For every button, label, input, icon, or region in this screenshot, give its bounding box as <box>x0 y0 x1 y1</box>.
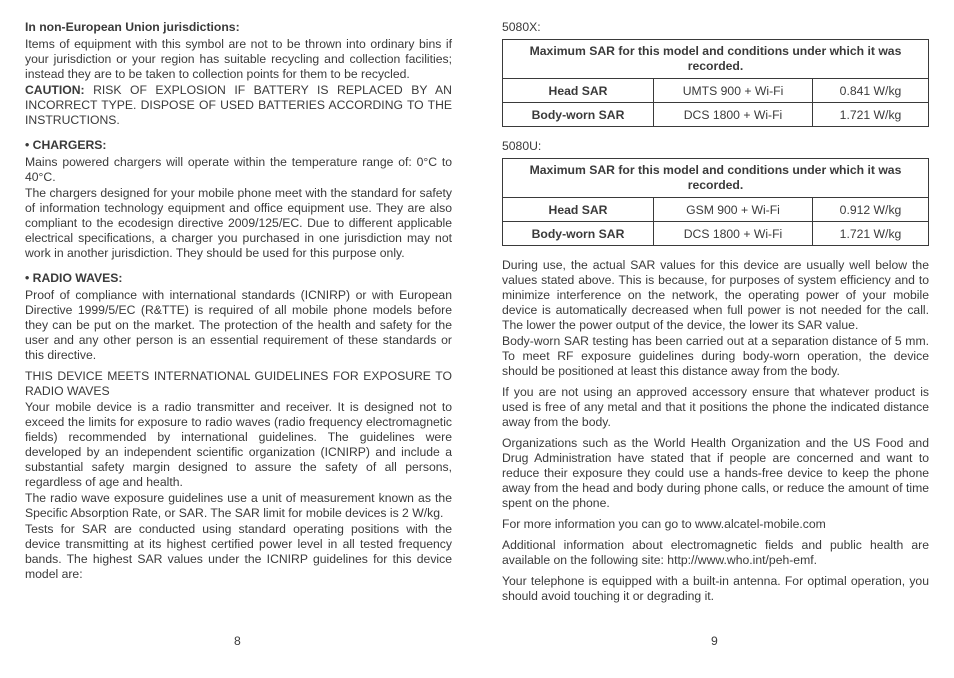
paragraph-accessory: If you are not using an approved accessory ensure that whatever product is used is free of any metal and that it positions the phone the indicated distance away from the body. <box>502 385 929 429</box>
paragraph-organizations: Organizations such as the World Health Organization and the US Food and Drug Administration have stated that if people are concerned and want to reduce their exposure they could use a hands-free device to keep the phone away from the head and body during phone calls, or reduce the amount of time spent on the phone. <box>502 436 929 510</box>
paragraph-radio-sar-limit: The radio wave exposure guidelines use a unit of measurement known as the Specific Absorption Rate, or SAR. The SAR limit for mobile devices is 2 W/kg. <box>25 491 452 520</box>
model-label-5080u: 5080U: <box>502 139 542 153</box>
sar-table-5080u <box>502 158 929 246</box>
paragraph-more-info: For more information you can go to www.alcatel-mobile.com <box>502 517 826 531</box>
row-condition: GSM 900 + Wi-Fi <box>654 198 813 222</box>
model-label-5080x: 5080X: <box>502 20 541 34</box>
row-value: 0.841 W/kg <box>813 79 929 103</box>
heading-chargers: • CHARGERS: <box>25 138 107 152</box>
page-number-left: 8 <box>234 634 241 648</box>
table-row <box>503 198 929 222</box>
caution-label: CAUTION: <box>25 83 85 97</box>
paragraph-radio-transmitter: Your mobile device is a radio transmitter and receiver. It is designed not to exceed the limits for exposure to radio waves (radio frequency electromagnetic fields) recommended by international guidelines. The guidelines were developed by an independent scientific organization (ICNIRP) and include a substantial safety margin designed to assure the safety of all persons, regardless of age and health. <box>25 400 452 489</box>
left-page <box>25 20 452 588</box>
paragraph-antenna: Your telephone is equipped with a built-in antenna. For optimal operation, you should avoid touching it or degrading it. <box>502 574 929 603</box>
sar-table-title: Maximum SAR for this model and conditions under which it was recorded. <box>503 159 929 198</box>
row-label: Head SAR <box>503 198 654 222</box>
caution-text: RISK OF EXPLOSION IF BATTERY IS REPLACED BY AN INCORRECT TYPE. DISPOSE OF USED BATTERIES ACCORDING TO THE INSTRUCTIONS. <box>25 83 452 127</box>
paragraph-chargers-temperature: Mains powered chargers will operate within the temperature range of: 0°C to 40°C. <box>25 155 452 184</box>
row-label: Head SAR <box>503 79 654 103</box>
paragraph-non-eu: Items of equipment with this symbol are not to be thrown into ordinary bins if your jurisdiction or your region has suitable recycling and collection facilities; instead they are to be taken to collection points for them to be recycled. <box>25 37 452 81</box>
table-row <box>503 103 929 127</box>
paragraph-radio-compliance: Proof of compliance with international standards (ICNIRP) or with European Directive 1999/5/EC (R&TTE) is required of all mobile phone models before they can be put on the market. The protection of the health and safety for the user and any other person is an essential requirement of these standards or this directive. <box>25 288 452 362</box>
row-condition: DCS 1800 + Wi-Fi <box>654 103 813 127</box>
row-value: 0.912 W/kg <box>813 198 929 222</box>
right-page <box>502 20 929 610</box>
heading-non-eu: In non-European Union jurisdictions: <box>25 20 240 34</box>
paragraph-radio-sar-tests: Tests for SAR are conducted using standard operating positions with the device transmitting at its highest certified power level in all tested frequency bands. The highest SAR values under the ICNIRP guidelines for this device model are: <box>25 522 452 581</box>
page-number-right: 9 <box>711 634 718 648</box>
table-row <box>503 79 929 103</box>
paragraph-sar-actual: During use, the actual SAR values for this device are usually well below the values stated above. This is because, for purposes of system efficiency and to minimize interference on the network, the operating power of your mobile device is automatically decreased when full power is not needed for the call. The lower the power output of the device, the lower its SAR value. <box>502 258 929 332</box>
paragraph-chargers-standards: The chargers designed for your mobile phone meet with the standard for safety of information technology equipment and office equipment use. They are also compliant to the ecodesign directive 2009/125/EC. Due to different applicable electrical specifications, a charger you purchased in one jurisdiction may not work in another jurisdiction. They should be used for this purpose only. <box>25 186 452 260</box>
table-row <box>503 222 929 246</box>
row-label: Body-worn SAR <box>503 103 654 127</box>
row-value: 1.721 W/kg <box>813 103 929 127</box>
paragraph-body-worn: Body-worn SAR testing has been carried out at a separation distance of 5 mm. To meet RF exposure guidelines during body-worn operation, the device should be positioned at least this distance away from the body. <box>502 334 929 378</box>
row-label: Body-worn SAR <box>503 222 654 246</box>
paragraph-additional-info: Additional information about electromagnetic fields and public health are available on the following site: http://www.who.int/peh-emf. <box>502 538 929 567</box>
row-value: 1.721 W/kg <box>813 222 929 246</box>
sar-table-title: Maximum SAR for this model and conditions under which it was recorded. <box>503 40 929 79</box>
row-condition: DCS 1800 + Wi-Fi <box>654 222 813 246</box>
paragraph-radio-guidelines: THIS DEVICE MEETS INTERNATIONAL GUIDELINES FOR EXPOSURE TO RADIO WAVES <box>25 369 452 398</box>
sar-table-5080x <box>502 39 929 127</box>
heading-radio-waves: • RADIO WAVES: <box>25 271 123 285</box>
row-condition: UMTS 900 + Wi-Fi <box>654 79 813 103</box>
caution-paragraph <box>25 83 452 128</box>
